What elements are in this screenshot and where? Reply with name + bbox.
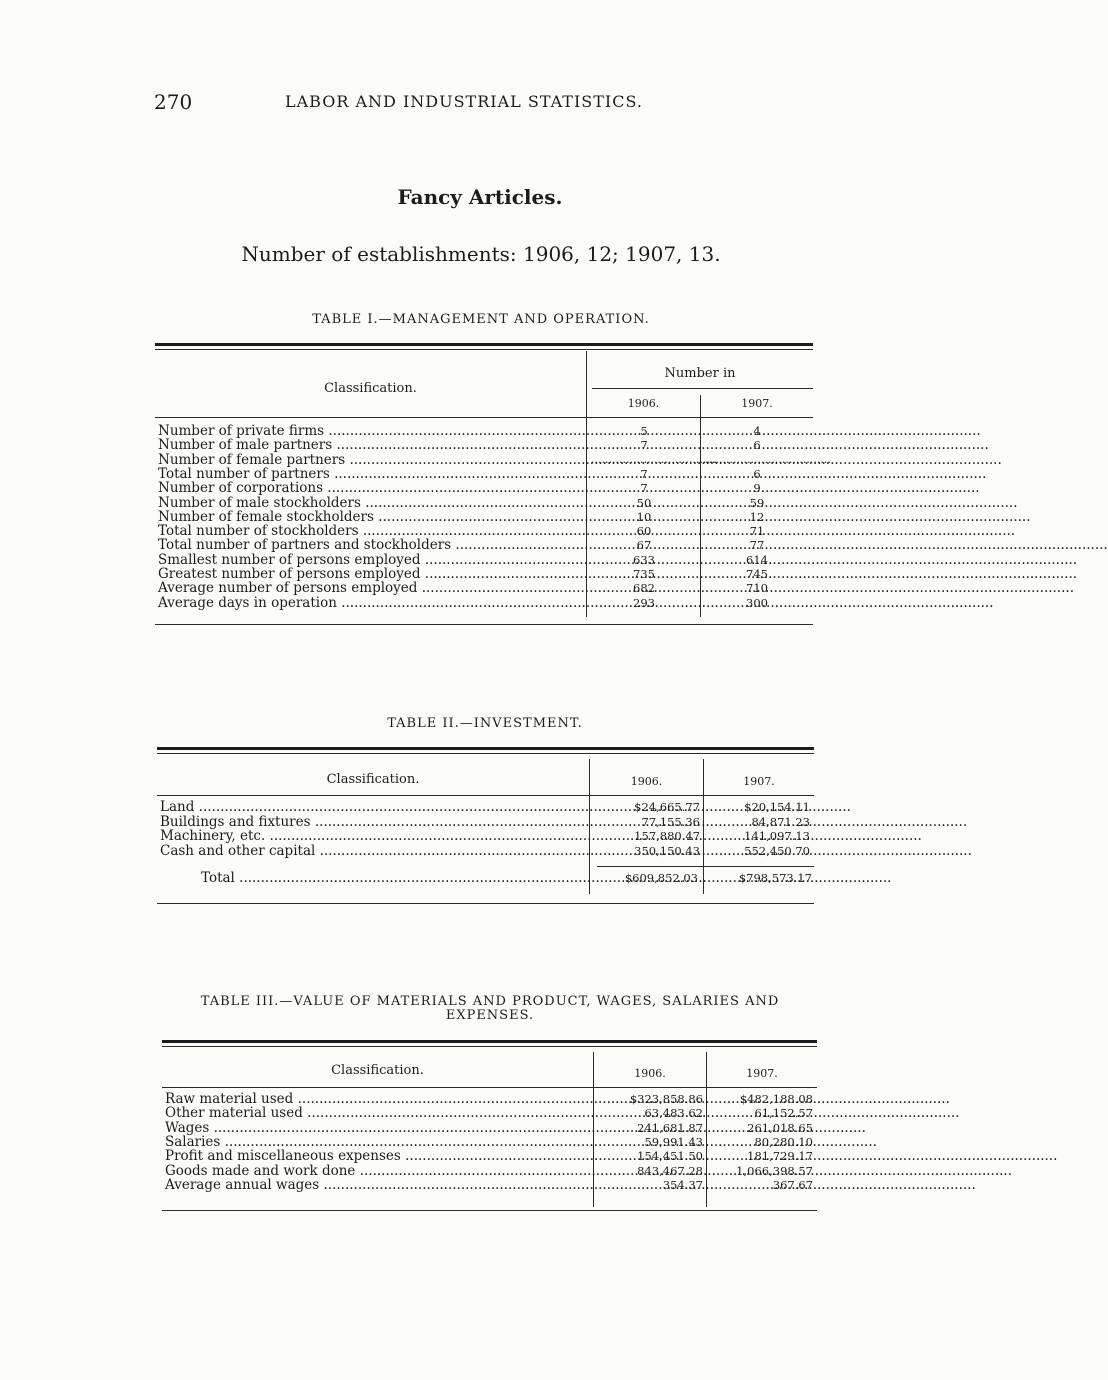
row-label: Raw material used .....: [165, 1092, 591, 1106]
table-row: [155, 581, 813, 595]
cell-1907: $20,154.11: [744, 800, 810, 814]
table-row: [162, 1164, 817, 1178]
cell-1906: 350,150.43: [634, 843, 700, 858]
cell-1907: 77: [749, 538, 765, 553]
cell-1906: $24,665.77: [634, 800, 700, 814]
number-in-header: Number in: [664, 366, 736, 381]
row-label: Average number of persons employed .....: [158, 581, 584, 595]
classification-header: Classification.: [324, 381, 417, 396]
table-rule: [162, 1210, 817, 1211]
row-label: Number of corporations .....: [158, 481, 584, 495]
cell-1906: 50: [636, 495, 652, 510]
table-rule: [157, 795, 814, 796]
cell-1906: 67: [636, 538, 652, 553]
cell-1906: 633: [633, 552, 655, 567]
cell-1906: ....................................: [591, 452, 717, 466]
cell-1907: 61,152.57: [754, 1106, 813, 1121]
cell-1907: ....................................: [705, 452, 831, 466]
row-label: Machinery, etc. .....: [160, 829, 587, 843]
cell-1906: 241,681.87: [637, 1120, 703, 1135]
cell-1907: 59: [749, 495, 765, 510]
table1-caption: TABLE I.—MANAGEMENT AND OPERATION.: [312, 312, 650, 327]
table-row: [155, 567, 813, 581]
col-1907-header: 1907.: [746, 1067, 778, 1080]
col-1906-header: 1906.: [634, 1067, 666, 1080]
cell-1907: 745: [746, 567, 768, 581]
cell-1907: $482,188.08: [739, 1092, 813, 1106]
cell-1906: 7: [640, 466, 648, 481]
table-row: [157, 815, 814, 829]
cell-1906: 7: [640, 438, 648, 453]
cell-1907: 12: [749, 509, 765, 524]
table-rule: [155, 343, 813, 346]
table-row: [155, 424, 813, 438]
classification-header: Classification.: [331, 1063, 424, 1078]
row-label: Number of private firms .....: [158, 424, 584, 438]
cell-1907: 300: [746, 595, 768, 610]
row-label: Goods made and work done .....: [165, 1164, 591, 1178]
row-label: Buildings and fixtures .....: [160, 815, 587, 829]
table3-caption: TABLE III.—VALUE OF MATERIALS AND PRODUCT, WAGES, SALARIES AND EXPENSES.: [200, 994, 780, 1023]
total-label: Total .....: [201, 871, 587, 885]
table-row: [155, 451, 831, 468]
table-rule: [155, 624, 813, 625]
cell-1907: 71: [749, 524, 765, 539]
table-rule: [155, 417, 813, 418]
cell-1907: 710: [746, 581, 768, 596]
table-rule: [597, 866, 814, 867]
row-label: Total number of partners and stockholders .....: [158, 538, 584, 552]
cell-1906: 59,991.43: [644, 1134, 703, 1149]
cell-1906: 154,451.50: [637, 1149, 703, 1164]
table-row: [162, 1106, 817, 1120]
row-label: Land .....: [160, 800, 587, 814]
table2: [157, 747, 814, 907]
row-label: Total number of stockholders .....: [158, 524, 584, 538]
table-row: [155, 538, 813, 552]
classification-header: Classification.: [326, 772, 420, 787]
cell-1906: 77,155.36: [641, 814, 700, 829]
table3: [162, 1040, 817, 1215]
cell-1907: 1,066,398.57: [736, 1163, 813, 1178]
table-row: [155, 553, 813, 567]
row-label: Greatest number of persons employed .....: [158, 567, 584, 581]
table-rule: [157, 903, 814, 904]
cell-1906: 843,467.28: [637, 1163, 703, 1178]
table-rule: [155, 349, 813, 350]
col-1907-header: 1907.: [741, 397, 773, 410]
row-label: Wages .....: [165, 1121, 591, 1135]
cell-1906: 293: [633, 595, 655, 610]
row-label: Cash and other capital .....: [160, 844, 587, 858]
table-rule: [157, 747, 814, 750]
table-row: [155, 496, 813, 510]
total-1907: $798,573.17: [738, 871, 812, 885]
cell-1907: 6: [753, 466, 761, 481]
cell-1906: 682: [633, 581, 655, 596]
col-1907-header: 1907.: [743, 775, 775, 788]
table-row: [162, 1092, 817, 1106]
row-label: Average days in operation .....: [158, 596, 584, 610]
cell-1907: 9: [753, 481, 761, 496]
cell-1907: 367.67: [772, 1177, 813, 1192]
cell-1906: 735: [633, 567, 655, 581]
cell-1907: 6: [753, 438, 761, 453]
table-row: [155, 510, 813, 524]
row-label: Salaries .....: [165, 1135, 591, 1149]
row-label: Other material used .....: [165, 1106, 591, 1120]
page-number: 270: [154, 90, 193, 114]
cell-1906: 354.37: [662, 1177, 703, 1192]
cell-1906: 7: [640, 481, 648, 496]
table-row: [162, 1178, 817, 1192]
cell-1906: 63,483.62: [644, 1106, 703, 1121]
table-rule: [162, 1040, 817, 1043]
table-row: [155, 481, 813, 495]
row-label: Total number of partners .....: [158, 467, 584, 481]
col-1906-header: 1906.: [630, 775, 663, 788]
row-label: Average annual wages .....: [165, 1178, 591, 1192]
table-row: [155, 524, 813, 538]
table-rule: [162, 1087, 817, 1088]
table-row: [162, 1121, 817, 1135]
running-title: LABOR AND INDUSTRIAL STATISTICS.: [285, 92, 643, 111]
table-row: [157, 844, 814, 858]
table-rule: [592, 388, 813, 389]
row-label: Number of female partners .....: [158, 453, 584, 467]
table-rule: [157, 753, 814, 754]
table-row: [162, 1135, 817, 1149]
table-row-total: [157, 871, 814, 885]
table-row: [155, 596, 813, 610]
cell-1907: 181,729.17: [747, 1149, 813, 1164]
cell-1906: 60: [636, 524, 652, 539]
cell-1907: 84,871.23: [751, 814, 810, 829]
table-row: [162, 1149, 817, 1163]
table-row: [157, 800, 814, 814]
col-1906-header: 1906.: [627, 397, 660, 410]
row-label: Number of female stockholders .....: [158, 510, 584, 524]
cell-1907: 80,280.10: [754, 1134, 813, 1149]
cell-1906: 10: [636, 509, 652, 524]
section-title: Fancy Articles.: [397, 185, 563, 209]
table2-caption: TABLE II.—INVESTMENT.: [387, 716, 583, 731]
row-label: Number of male partners .....: [158, 438, 584, 452]
cell-1906: 157,880.47: [634, 829, 700, 843]
cell-1907: 261,018.65: [747, 1120, 813, 1135]
cell-1907: 4: [753, 424, 761, 438]
table-row: [157, 829, 814, 843]
cell-1907: 614: [746, 552, 768, 567]
cell-1907: 141,097.13: [744, 829, 810, 843]
section-subtitle: Number of establishments: 1906, 12; 1907, 13.: [241, 242, 721, 266]
cell-1906: $323,858.86: [629, 1092, 703, 1106]
row-label: Smallest number of persons employed .....: [158, 553, 584, 567]
cell-1907: 552,450.70: [744, 843, 810, 858]
table1: [155, 343, 831, 628]
table-rule: [162, 1046, 817, 1047]
table-row: [155, 467, 813, 481]
row-label: Number of male stockholders .....: [158, 496, 584, 510]
total-1906: $609,852.03: [624, 871, 698, 885]
row-label: Profit and miscellaneous expenses .....: [165, 1149, 591, 1163]
cell-1906: 5: [640, 424, 648, 438]
table-row: [155, 438, 813, 452]
